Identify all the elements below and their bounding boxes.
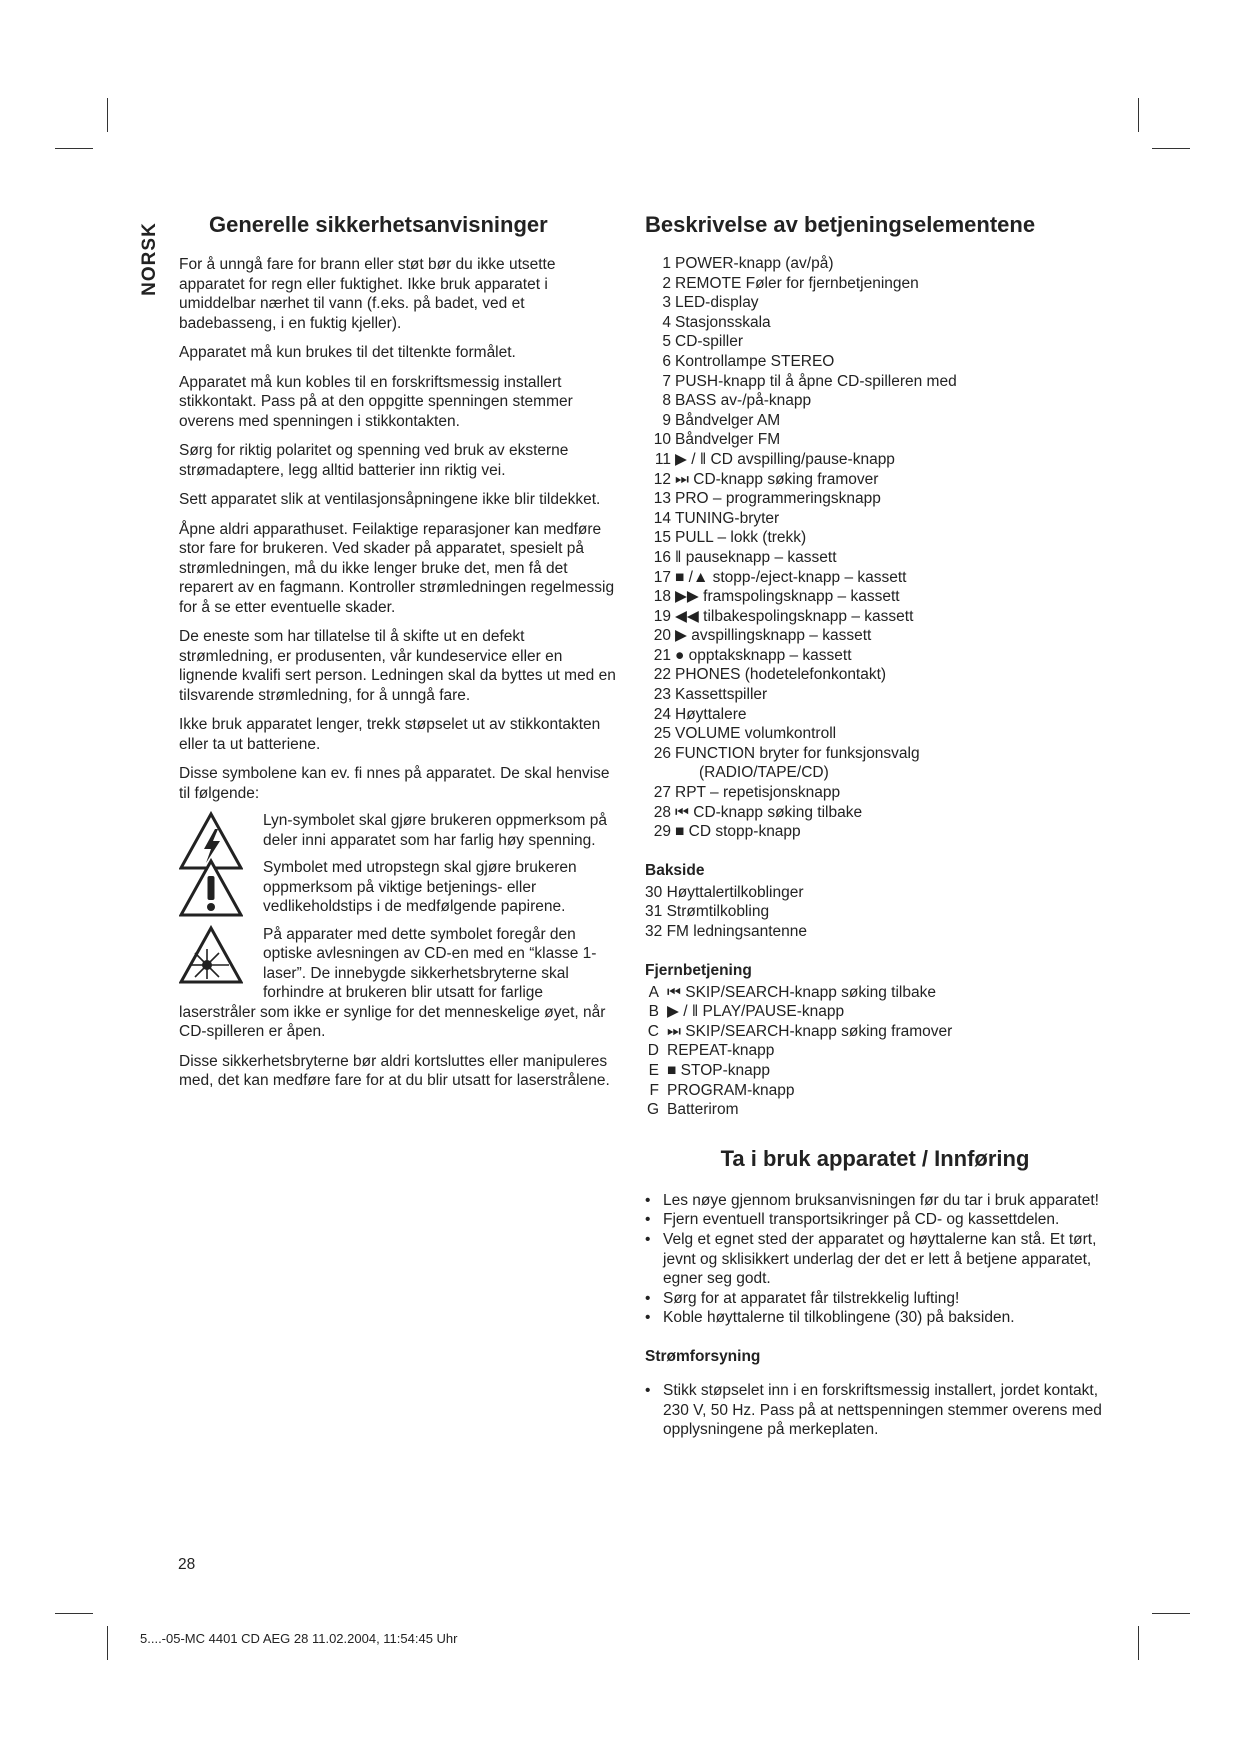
list-item: 6 Kontrollampe STEREO [662,352,835,370]
safety-paragraph: Sett apparatet slik at ventilasjonsåpningene ikke blir tildekket. [179,491,601,508]
safety-paragraph: Apparatet må kun kobles til en forskriftsmessig installert stikkontakt. Pass på at den oppgitte spenningen stemmer overens med spenningen i stikkontakten. [179,373,573,430]
crop-mark [55,148,93,149]
exclamation-warning-icon [179,858,243,918]
list-item: D REPEAT-knapp [647,1042,775,1060]
list-item: 26 FUNCTION bryter for funksjonsvalg [653,744,920,762]
list-item: (RADIO/TAPE/CD) [699,764,829,782]
safety-column [179,212,619,1101]
list-item: A ⏮ SKIP/SEARCH-knapp søking tilbake [648,983,936,1001]
list-item: 32 FM ledningsantenne [645,923,808,940]
list-item: 3 LED-display [662,294,759,312]
list-item: 22 PHONES (hodetelefonkontakt) [653,666,887,684]
list-item: 30 Høyttalertilkoblinger [645,883,804,901]
controls-column [645,212,1105,1440]
intro-title: Ta i bruk apparatet / Innføring [720,1145,1030,1171]
controls-list [645,254,1105,842]
safety-closing: Disse sikkerhetsbryterne bør aldri kortsluttes eller manipuleres med, det kan medføre fare for at du blir utsatt for laserstrålene. [179,1052,610,1089]
rear-heading: Bakside [645,861,705,879]
power-bullets [645,1381,1105,1440]
laser-symbol-note: På apparater med dette symbolet foregår den optiske avlesningen av CD-en med en “klasse 1-laser”. De innebygde sikkerhetsbryterne skal forhindre at brukeren blir utsatt for farlige laserstråler som ikke er synlige for det menneskelige øyet, når CD-spilleren er åpen. [179,925,606,1040]
list-item: • Koble høyttalerne til tilkoblingene (30) på baksiden. [645,1308,1105,1328]
safety-title: Generelle sikkerhetsanvisninger [209,212,548,237]
list-item: • Velg et egnet sted der apparatet og høyttalerne kan stå. Et tørt, jevnt og sklisikkert underlag der det er lett å betjene apparatet, egner seg godt. [645,1230,1105,1289]
crop-mark [107,1626,108,1660]
rear-list [645,883,1105,942]
list-item: 13 PRO – programmeringsknapp [653,490,881,508]
safety-paragraph: For å unngå fare for brann eller støt bør du ikke utsette apparatet for regn eller fuktighet. Ikke bruk apparatet i umiddelbar nærhet til vann (f.eks. på badet, ved et badebasseng, i en fuktig kjeller). [179,256,556,332]
list-item: • Fjern eventuell transportsikringer på CD- og kassettdelen. [645,1210,1105,1230]
list-item: 11 ▶ / ‖ CD avspilling/pause-knapp [654,450,895,468]
safety-paragraph: Disse symbolene kan ev. fi nnes på apparatet. De skal henvise til følgende: [179,765,610,802]
list-item: 8 BASS av-/på-knapp [662,392,812,410]
list-item: • Les nøye gjennom bruksanvisningen før du tar i bruk apparatet! [645,1191,1105,1211]
list-item: 23 Kassettspiller [653,686,768,704]
power-heading: Strømforsyning [645,1347,761,1365]
list-item: 15 PULL – lokk (trekk) [653,529,807,547]
list-item: 16 ‖ pauseknapp – kassett [653,548,837,566]
list-item: F PROGRAM-knapp [649,1081,795,1099]
list-item: 2 REMOTE Føler for fjernbetjeningen [662,274,919,292]
crop-mark [1152,148,1190,149]
remote-heading: Fjernbetjening [645,961,752,979]
laser-warning-icon [179,925,243,985]
list-item: 10 Båndvelger FM [653,431,781,449]
list-item: 31 Strømtilkobling [645,903,770,921]
list-item: 12 ⏭ CD-knapp søking framover [653,470,879,488]
list-item: 5 CD-spiller [662,333,744,351]
list-item: 28 ⏮ CD-knapp søking tilbake [653,803,863,821]
exclamation-symbol-note: Symbolet med utropstegn skal gjøre brukeren oppmerksom på viktige betjenings- eller vedlikeholdstips i de medfølgende papirene. [179,858,619,917]
list-item: • Sørg for at apparatet får tilstrekkelig lufting! [645,1289,1105,1309]
crop-mark [1138,1626,1139,1660]
safety-paragraph: Apparatet må kun brukes til det tiltenkte formålet. [179,344,516,361]
list-item: 18 ▶▶ framspolingsknapp – kassett [653,588,900,606]
print-footer: 5....-05-MC 4401 CD AEG 28 11.02.2004, 11:54:45 Uhr [140,1631,458,1646]
list-item: E ■ STOP-knapp [648,1061,770,1079]
list-item: C ⏭ SKIP/SEARCH-knapp søking framover [647,1022,953,1040]
list-item: 9 Båndvelger AM [662,411,781,429]
list-item: B ▶ / ‖ PLAY/PAUSE-knapp [648,1003,845,1021]
list-item: 17 ■ /▲ stopp-/eject-knapp – kassett [653,568,907,586]
crop-mark [1138,98,1139,132]
list-item: 21 ● opptaksknapp – kassett [653,646,852,664]
list-item: 19 ◀◀ tilbakespolingsknapp – kassett [653,607,914,625]
intro-bullets [645,1191,1105,1328]
list-item: 1 POWER-knapp (av/på) [662,255,834,272]
list-item: 24 Høyttalere [653,705,747,723]
remote-list [645,983,1105,1120]
controls-title: Beskrivelse av betjeningselementene [645,212,1036,237]
crop-mark [55,1613,93,1614]
safety-paragraph: Ikke bruk apparatet lenger, trekk støpselet ut av stikkontakten eller ta ut batteriene. [179,716,601,753]
safety-paragraph: Åpne aldri apparathuset. Feilaktige reparasjoner kan medføre stor fare for brukeren. Ved skader på apparatet, spesielt på strømledningen, må du ikke lenger bruke det, men få det reparert av en fagmann. Kontroller strømledningen regelmessig for å se etter eventuelle skader. [179,520,615,616]
list-item: 4 Stasjonsskala [662,313,771,331]
safety-paragraph: De eneste som har tillatelse til å skifte ut en defekt strømledning, er produsenten, vår kundeservice eller en lignende kvalifi sert person. Ledningen skal da byttes ut med en tilsvarende strømledning, for å unngå fare. [179,628,616,704]
language-tab: NORSK [139,222,160,296]
list-item: 20 ▶ avspillingsknapp – kassett [653,627,872,645]
list-item: 7 PUSH-knapp til å åpne CD-spilleren med [662,372,957,390]
crop-mark [1152,1613,1190,1614]
list-item: • Stikk støpselet inn i en forskriftsmessig installert, jordet kontakt, 230 V, 50 Hz. Pass på at nettspenningen stemmer overens med opplysningene på merkeplaten. [645,1381,1105,1440]
list-item: G Batterirom [646,1101,739,1119]
page-number: 28 [178,1556,196,1573]
crop-mark [107,98,108,132]
list-item: 27 RPT – repetisjonsknapp [653,784,841,802]
lightning-symbol-note: Lyn-symbolet skal gjøre brukeren oppmerksom på deler inni apparatet som har farlig høy spenning. [179,811,619,850]
safety-paragraph: Sørg for riktig polaritet og spenning ved bruk av eksterne strømadaptere, legg alltid batterier inn riktig vei. [179,442,569,479]
list-item: 14 TUNING-bryter [653,509,780,527]
list-item: 25 VOLUME volumkontroll [653,725,837,743]
list-item: 29 ■ CD stopp-knapp [653,823,801,841]
